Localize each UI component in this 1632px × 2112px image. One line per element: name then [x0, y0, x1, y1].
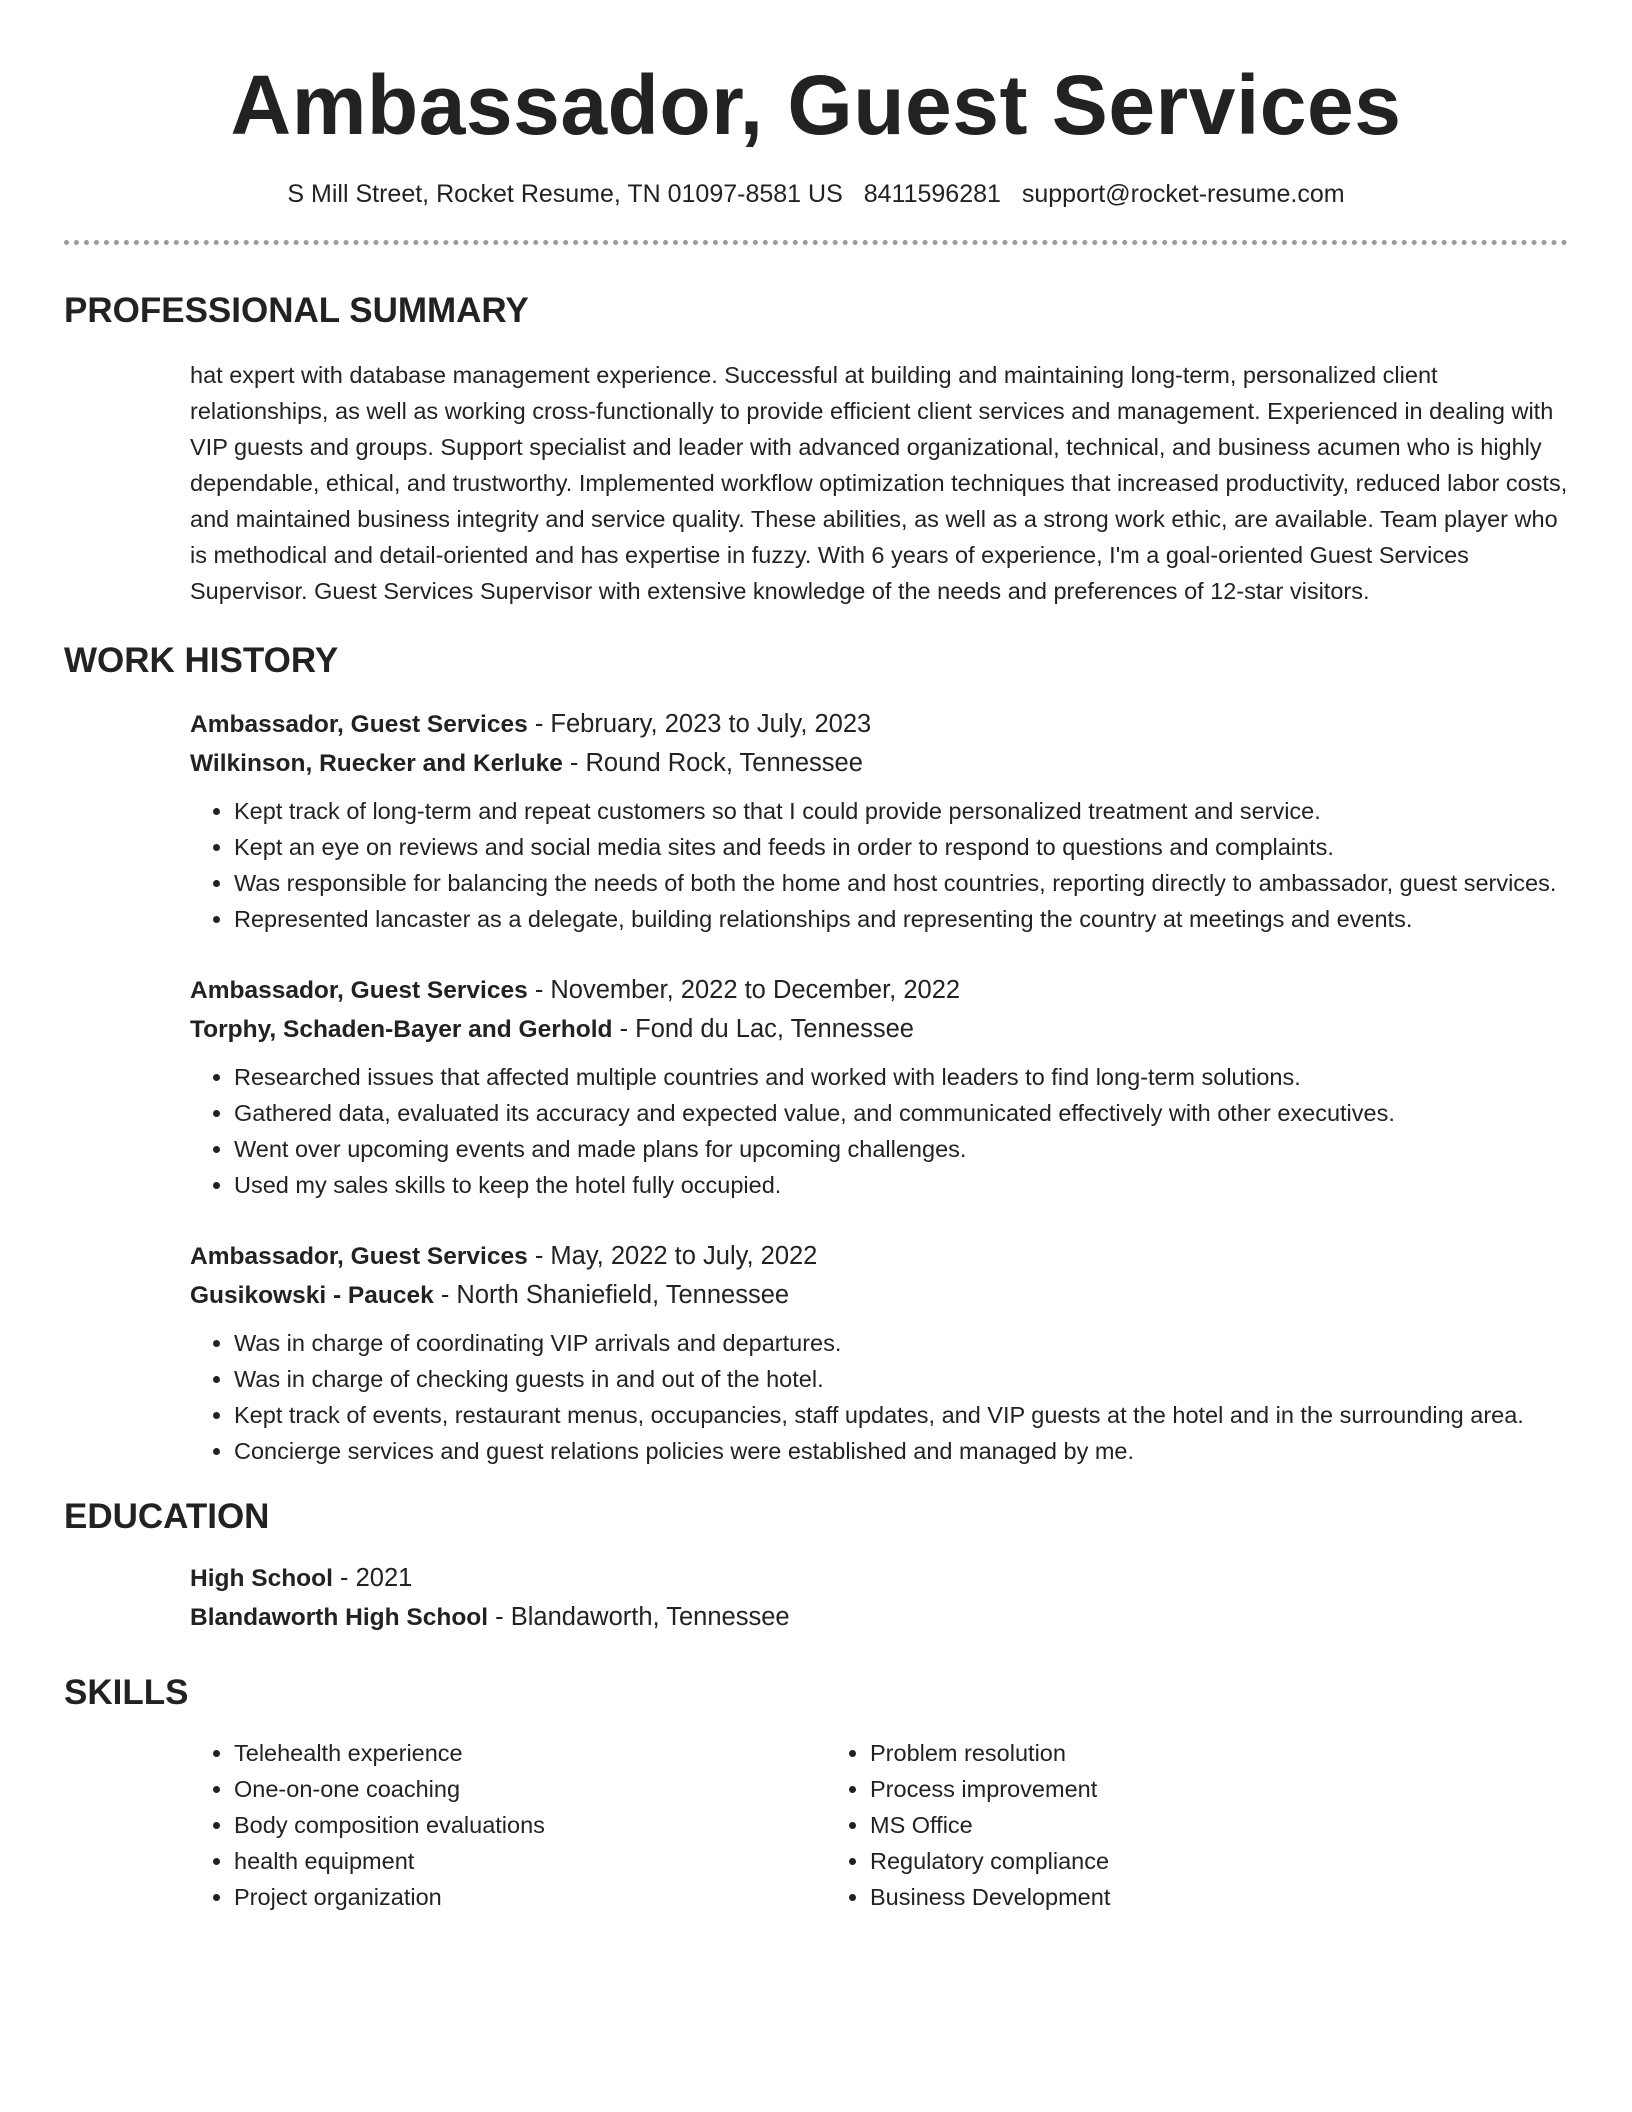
skill-item: • Business Development	[870, 1879, 1462, 1915]
skill-item: • Project organization	[234, 1879, 826, 1915]
employer-location: - North Shaniefield, Tennessee	[433, 1281, 790, 1309]
skills-grid	[190, 1735, 1568, 1915]
job-bullet: • Kept track of long-term and repeat customers so that I could provide personalized treatment and service.	[234, 793, 1568, 829]
employer-name: Torphy, Schaden-Bayer and Gerhold	[190, 1016, 613, 1043]
employer-line	[190, 744, 1568, 783]
job-bullets	[190, 1325, 1568, 1469]
job-bullet: • Was responsible for balancing the needs of both the home and host countries, reporting directly to ambassador, guest services.	[234, 865, 1568, 901]
summary-heading: PROFESSIONAL SUMMARY	[64, 291, 529, 330]
job-bullet: • Went over upcoming events and made plans for upcoming challenges.	[234, 1131, 1568, 1167]
employer-name: Gusikowski - Paucek	[190, 1282, 434, 1309]
header-divider	[64, 240, 1568, 245]
job-bullet: • Was in charge of coordinating VIP arrivals and departures.	[234, 1325, 1568, 1361]
job-entry	[190, 705, 1568, 937]
employer-line	[190, 1010, 1568, 1049]
summary-text: hat expert with database management experience. Successful at building and maintaining long-term, personalized client relationships, as well as working cross-functionally to provide efficient client services and management. Experienced in dealing with VIP guests and groups. Support specialist and leader with advanced organizational, technical, and business acumen who is highly dependable, ethical, and trustworthy. Implemented workflow optimization techniques that increased productivity, reduced labor costs, and maintained business integrity and service quality. These abilities, as well as a strong work ethic, are available. Team player who is methodical and detail-oriented and has expertise in fuzzy. With 6 years of experience, I'm a goal-oriented Guest Services Supervisor. Guest Services Supervisor with extensive knowledge of the needs and preferences of 12-star visitors.	[190, 362, 1568, 604]
skills-column-right	[826, 1735, 1462, 1915]
skill-item: • Process improvement	[870, 1771, 1462, 1807]
job-title-line	[190, 971, 1568, 1010]
education-year: - 2021	[332, 1564, 413, 1592]
education-school: Blandaworth High School	[190, 1604, 489, 1631]
job-bullet: • Researched issues that affected multiple countries and worked with leaders to find long-term solutions.	[234, 1059, 1568, 1095]
job-bullet: • Concierge services and guest relations policies were established and managed by me.	[234, 1433, 1568, 1469]
skill-item: • One-on-one coaching	[234, 1771, 826, 1807]
skill-item: • Regulatory compliance	[870, 1843, 1462, 1879]
skill-item: • health equipment	[234, 1843, 826, 1879]
resume-title: Ambassador, Guest Services	[230, 58, 1402, 152]
job-title-line	[190, 1237, 1568, 1276]
employer-name: Wilkinson, Ruecker and Kerluke	[190, 750, 563, 777]
job-bullet: • Kept an eye on reviews and social media sites and feeds in order to respond to questions and complaints.	[234, 829, 1568, 865]
job-dates: - May, 2022 to July, 2022	[527, 1242, 818, 1270]
skills-heading: SKILLS	[64, 1673, 189, 1712]
employer-line	[190, 1276, 1568, 1315]
job-bullets	[190, 1059, 1568, 1203]
work-history-heading: WORK HISTORY	[64, 641, 339, 680]
contact-line	[64, 177, 1568, 211]
education-section	[64, 1495, 1568, 1637]
job-bullet: • Gathered data, evaluated its accuracy and expected value, and communicated effectively with other executives.	[234, 1095, 1568, 1131]
contact-address: S Mill Street, Rocket Resume, TN 01097-8581 US	[287, 180, 843, 208]
skill-item: • MS Office	[870, 1807, 1462, 1843]
job-entry	[190, 1237, 1568, 1469]
job-entry	[190, 971, 1568, 1203]
education-heading: EDUCATION	[64, 1497, 270, 1536]
job-title: Ambassador, Guest Services	[190, 1243, 528, 1270]
job-bullets	[190, 793, 1568, 937]
education-school-line	[190, 1598, 1568, 1637]
education-degree: High School	[190, 1565, 333, 1592]
job-title: Ambassador, Guest Services	[190, 711, 528, 738]
skills-column-left	[190, 1735, 826, 1915]
skills-section	[64, 1671, 1568, 1915]
job-bullet: • Used my sales skills to keep the hotel fully occupied.	[234, 1167, 1568, 1203]
job-bullet: • Kept track of events, restaurant menus, occupancies, staff updates, and VIP guests at the hotel and in the surrounding area.	[234, 1397, 1568, 1433]
job-dates: - November, 2022 to December, 2022	[527, 976, 961, 1004]
employer-location: - Round Rock, Tennessee	[562, 749, 863, 777]
job-bullet: • Represented lancaster as a delegate, building relationships and representing the country at meetings and events.	[234, 901, 1568, 937]
contact-email: support@rocket-resume.com	[1021, 180, 1345, 208]
contact-phone: 8411596281	[863, 180, 1001, 208]
job-title-line	[190, 705, 1568, 744]
education-degree-line	[190, 1559, 1568, 1598]
skill-item: • Telehealth experience	[234, 1735, 826, 1771]
summary-section	[64, 289, 1568, 609]
job-title: Ambassador, Guest Services	[190, 977, 528, 1004]
job-bullet: • Was in charge of checking guests in and out of the hotel.	[234, 1361, 1568, 1397]
job-dates: - February, 2023 to July, 2023	[527, 710, 872, 738]
skill-item: • Problem resolution	[870, 1735, 1462, 1771]
skill-item: • Body composition evaluations	[234, 1807, 826, 1843]
employer-location: - Fond du Lac, Tennessee	[612, 1015, 914, 1043]
education-location: - Blandaworth, Tennessee	[488, 1603, 790, 1631]
work-history-section	[64, 639, 1568, 1469]
